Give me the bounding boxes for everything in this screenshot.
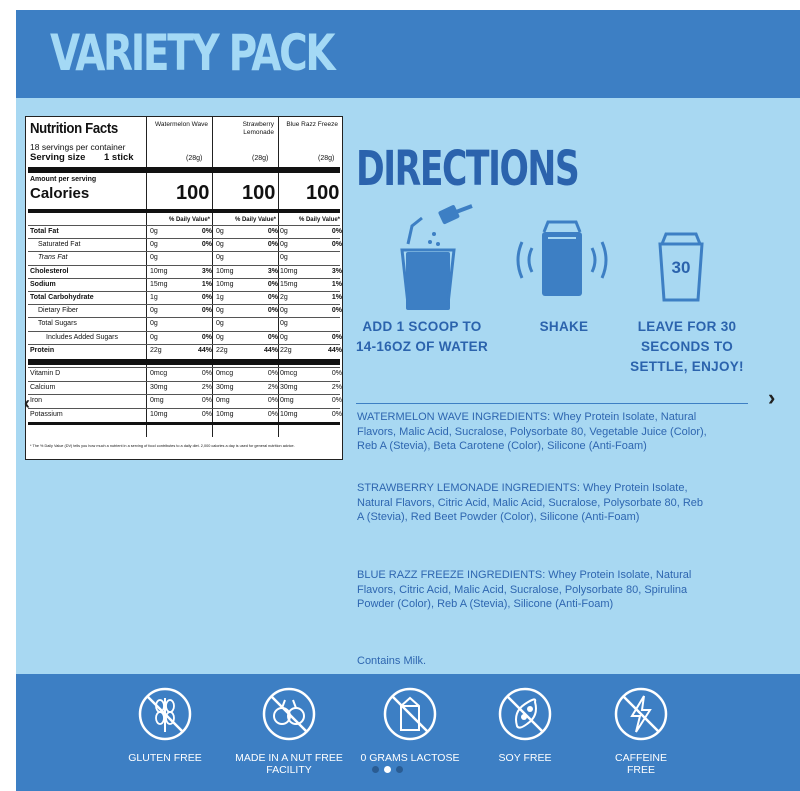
- nutrient-row: [28, 317, 340, 330]
- nutrient-amount: 0g: [150, 320, 158, 328]
- daily-value-footnote: * The % Daily Value (DV) tells you how much a nutrient in a serving of food contributes to a daily diet. 2,000 calories a day is used for general nutrition advice.: [30, 444, 295, 448]
- badge-label-gluten-free: GLUTEN FREE: [128, 752, 202, 764]
- product-image-frame: [16, 10, 800, 791]
- thick-rule: [28, 359, 340, 365]
- badge-label-soy-free: SOY FREE: [498, 752, 552, 764]
- vitamin-dv: 2%: [331, 383, 342, 391]
- nutrient-dv: 0%: [331, 241, 342, 249]
- nutrient-amount: 0g: [216, 333, 224, 341]
- vitamin-dv: 0%: [201, 397, 212, 404]
- vitamin-amount: 10mg: [280, 410, 298, 418]
- nutrient-dv: 0%: [267, 228, 278, 235]
- vitamin-amount: 30mg: [216, 383, 234, 391]
- grams-2: (28g): [252, 155, 269, 162]
- no-nut-icon: [261, 686, 317, 742]
- vitamin-dv: 0%: [201, 370, 212, 377]
- vitamin-label: Potassium: [30, 410, 63, 418]
- vitamin-dv: 2%: [267, 383, 278, 391]
- nutrient-dv: 1%: [331, 280, 342, 288]
- nutrient-row: [28, 225, 340, 238]
- step-label-2: SHAKE: [539, 319, 589, 334]
- nutrient-dv: 1%: [201, 280, 212, 288]
- nutrient-dv: 0%: [267, 333, 278, 341]
- serving-size-value: 1 stick: [104, 152, 134, 163]
- badge-label-lactose: 0 GRAMS LACTOSE: [360, 752, 460, 764]
- nutrient-amount: 0g: [280, 241, 288, 249]
- nutrient-amount: 10mg: [280, 267, 298, 275]
- nutrient-row: [28, 304, 340, 317]
- nutrient-row: [28, 251, 340, 264]
- dv-header-2: % Daily Value*: [234, 217, 276, 223]
- no-wheat-icon: [137, 686, 193, 742]
- header-banner: [16, 10, 800, 98]
- nutrient-amount: 15mg: [280, 280, 298, 288]
- vitamin-label: Vitamin D: [30, 370, 61, 377]
- vitamin-dv: 0%: [267, 397, 278, 404]
- step-label-3: LEAVE FOR 30 SECONDS TO SETTLE, ENJOY!: [630, 319, 744, 374]
- section-divider: [356, 403, 748, 404]
- vitamin-label: Iron: [30, 397, 43, 404]
- vitamin-row: [28, 367, 340, 380]
- no-caffeine-icon: [613, 686, 669, 742]
- feature-badges-bar: [16, 674, 800, 791]
- nutrient-label: Total Carbohydrate: [30, 294, 94, 301]
- badge-label-nut-free: MADE IN A NUT FREE FACILITY: [235, 752, 343, 776]
- nutrient-row: [28, 265, 340, 278]
- nutrition-facts-label: [25, 116, 343, 460]
- dv-header-1: % Daily Value*: [168, 217, 210, 223]
- ingredients-watermelon: WATERMELON WAVE INGREDIENTS: Whey Protein Isolate, Natural Flavors, Malic Acid, Sucralose, Polysorbate 80, Vegetable Juice (Color), Reb A (Stevia), Beta Carotene (Color), Silicone (Anti-Foam): [357, 411, 707, 452]
- nutrient-amount: 0g: [150, 254, 158, 262]
- nutrient-amount: 22g: [150, 346, 162, 354]
- nutrient-dv: 3%: [331, 267, 342, 275]
- nutrient-amount: 0g: [150, 333, 158, 341]
- nutrient-amount: 0g: [216, 228, 224, 235]
- nutrient-dv: 0%: [331, 333, 342, 341]
- vitamin-amount: 0mg: [280, 397, 294, 404]
- vitamin-row: [28, 408, 340, 421]
- nutrient-dv: 0%: [267, 307, 278, 315]
- nutrient-label: Cholesterol: [30, 267, 69, 275]
- medium-rule: [28, 209, 340, 213]
- vitamin-label: Calcium: [30, 383, 56, 391]
- nutrient-dv: 0%: [331, 307, 342, 315]
- nutrient-amount: 0g: [150, 228, 158, 235]
- thick-rule: [28, 167, 340, 173]
- nutrient-dv: 44%: [264, 346, 279, 354]
- nutrient-amount: 1g: [216, 294, 224, 301]
- nutrient-amount: 15mg: [150, 280, 168, 288]
- nutrient-amount: 0g: [216, 254, 224, 262]
- page-title: VARIETY PACK: [50, 24, 334, 82]
- nutrient-dv: 0%: [201, 333, 212, 341]
- nutrient-amount: 0g: [216, 320, 224, 328]
- nutrient-dv: 0%: [267, 241, 278, 249]
- nutrient-dv: 0%: [267, 294, 278, 301]
- shaker-icon: [514, 220, 610, 300]
- vitamin-amount: 30mg: [150, 383, 168, 391]
- vitamin-row: [28, 394, 340, 407]
- carousel-prev-button[interactable]: ‹: [24, 393, 30, 413]
- nutrient-amount: 0g: [280, 333, 288, 341]
- nutrient-row: [28, 331, 340, 344]
- flavor-header-3: Blue Razz Freeze: [286, 121, 338, 128]
- nutrient-row: [28, 344, 343, 357]
- no-soy-icon: [497, 686, 553, 742]
- nutrient-dv: 0%: [201, 307, 212, 315]
- nutrient-label: Includes Added Sugars: [46, 333, 118, 341]
- no-milk-icon: [382, 686, 438, 742]
- vitamin-dv: 0%: [201, 410, 212, 418]
- nutrient-amount: 10mg: [150, 267, 168, 275]
- calories-value-3: 100: [306, 182, 340, 204]
- nutrient-amount: 10mg: [216, 267, 234, 275]
- nutrition-title: Nutrition Facts: [30, 120, 118, 137]
- vitamin-amount: 30mg: [280, 383, 298, 391]
- grams-1: (28g): [186, 155, 203, 162]
- nutrient-dv: 0%: [201, 241, 212, 249]
- vitamin-dv: 2%: [201, 383, 212, 391]
- vitamin-dv: 0%: [267, 410, 278, 418]
- nutrient-dv: 3%: [267, 267, 278, 275]
- vitamin-amount: 0mg: [216, 397, 230, 404]
- vitamin-amount: 0mg: [150, 397, 164, 404]
- ingredients-strawberry: STRAWBERRY LEMONADE INGREDIENTS: Whey Protein Isolate, Natural Flavors, Citric Acid, Malic Acid, Sucralose, Polysorbate 80, Reb A (Stevia), Red Beet Powder (Color), Silicone (Anti-Foam): [357, 482, 704, 523]
- calories-label: Calories: [30, 185, 90, 202]
- nutrient-dv: 44%: [198, 346, 213, 354]
- carousel-dot[interactable]: [372, 766, 379, 773]
- nutrient-row: [28, 278, 340, 291]
- nutrient-dv: 1%: [331, 294, 342, 301]
- vitamin-row: [28, 381, 340, 394]
- nutrient-amount: 2g: [280, 294, 288, 301]
- nutrient-amount: 22g: [216, 346, 228, 354]
- nutrient-dv: 0%: [267, 280, 278, 288]
- nutrient-amount: 22g: [280, 346, 292, 354]
- nutrient-amount: 0g: [280, 320, 288, 328]
- nutrient-label: Trans Fat: [38, 254, 68, 262]
- scoop-into-cup-icon: [398, 204, 478, 314]
- dv-header-3: % Daily Value*: [298, 217, 340, 223]
- amount-per-serving: Amount per serving: [30, 176, 97, 183]
- nutrient-label: Sodium: [30, 280, 56, 288]
- nutrient-amount: 0g: [280, 307, 288, 315]
- nutrient-amount: 1g: [150, 294, 158, 301]
- nutrient-label: Total Sugars: [38, 320, 77, 328]
- nutrient-label: Total Fat: [30, 228, 59, 235]
- nutrient-row: [28, 238, 340, 251]
- directions-title: DIRECTIONS: [356, 141, 579, 197]
- vitamin-dv: 0%: [331, 370, 342, 377]
- nutrient-row: [28, 291, 340, 304]
- nutrient-amount: 0g: [280, 254, 288, 262]
- nutrient-amount: 0g: [280, 228, 288, 235]
- nutrient-amount: 0g: [150, 307, 158, 315]
- flavor-header-2: Strawberry Lemonade: [242, 121, 274, 136]
- timer-badge: 30: [671, 258, 691, 277]
- grams-3: (28g): [318, 155, 335, 162]
- medium-rule: [28, 422, 340, 425]
- nutrient-dv: 44%: [328, 346, 343, 354]
- nutrient-dv: 3%: [201, 267, 212, 275]
- vitamin-amount: 0mcg: [280, 370, 298, 377]
- nutrient-amount: 10mg: [216, 280, 234, 288]
- nutrient-dv: 0%: [201, 228, 212, 235]
- nutrient-amount: 0g: [150, 241, 158, 249]
- serving-size-label: Serving size: [30, 152, 86, 163]
- carousel-dot-active[interactable]: [384, 766, 391, 773]
- carousel-next-button[interactable]: ›: [768, 385, 776, 410]
- nutrient-label: Protein: [30, 346, 55, 354]
- carousel-dot[interactable]: [396, 766, 403, 773]
- vitamin-dv: 0%: [331, 410, 342, 418]
- nutrient-amount: 0g: [216, 307, 224, 315]
- vitamin-amount: 0mcg: [150, 370, 168, 377]
- nutrient-label: Dietary Fiber: [38, 307, 79, 315]
- flavor-header-1: Watermelon Wave: [155, 121, 208, 128]
- ingredients-blue-razz: BLUE RAZZ FREEZE INGREDIENTS: Whey Protein Isolate, Natural Flavors, Citric Acid, Malic Acid, Sucralose, Polysorbate 80, Spirulina Powder (Color), Reb A (Stevia), Silicone (Anti-Foam): [357, 569, 692, 610]
- vitamin-amount: 0mcg: [216, 370, 234, 377]
- vitamin-dv: 0%: [331, 397, 342, 404]
- step-label-1: ADD 1 SCOOP TO 14-16OZ OF WATER: [355, 319, 489, 354]
- vitamin-amount: 10mg: [150, 410, 168, 418]
- nutrient-dv: 0%: [331, 228, 342, 235]
- vitamin-dv: 0%: [267, 370, 278, 377]
- badge-label-caffeine-free: CAFFEINE FREE: [615, 752, 667, 776]
- servings-per-container: 18 servings per container: [30, 142, 126, 152]
- vitamin-amount: 10mg: [216, 410, 234, 418]
- nutrient-amount: 0g: [216, 241, 224, 249]
- contains-milk: Contains Milk.: [357, 655, 427, 667]
- nutrient-label: Saturated Fat: [38, 241, 81, 249]
- nutrient-dv: 0%: [201, 294, 212, 301]
- calories-value-1: 100: [176, 182, 210, 204]
- calories-value-2: 100: [242, 182, 276, 204]
